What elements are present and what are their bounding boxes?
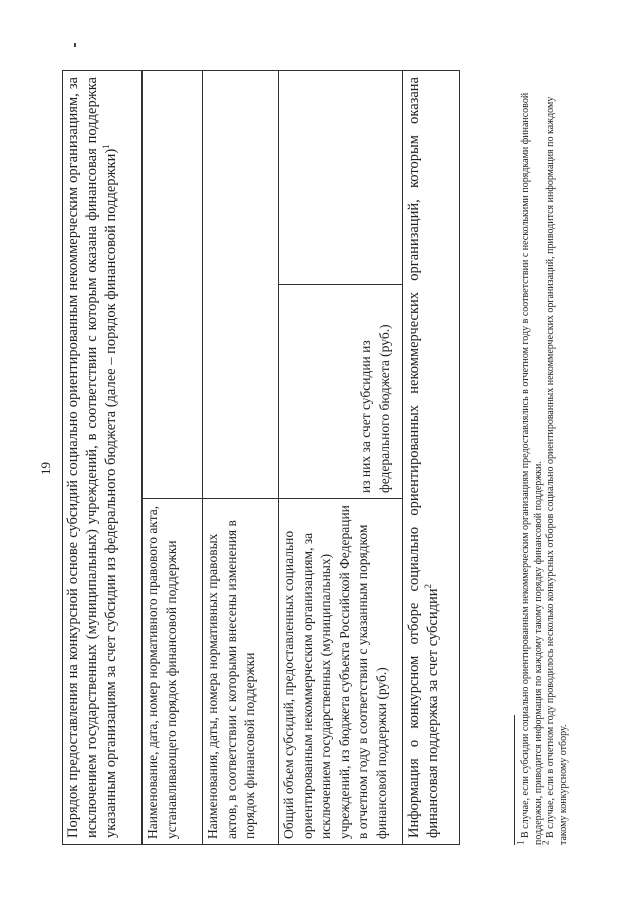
scan-speck <box>74 43 76 47</box>
row-label-act: Наименование, дата, номер нормативного правового акта, устанавливающего порядок финансовой поддержки <box>143 499 203 845</box>
row-value-amendments <box>203 71 279 499</box>
procedure-header-text: Порядок предоставления на конкурсной основе субсидий социально ориентированным некоммерческим организациям, за исключением государственных (муниципальных) учреждений, в соответствии с которым оказана финансовая поддержка указанным организациям за счет субсидии из федерального бюджета (далее – порядок финансовой поддержки) <box>65 77 119 838</box>
footnote-1 <box>515 65 545 845</box>
row-label-total-volume: Общий объем субсидий, предоставленных социально ориентированным некоммерческим организациям, за исключением государственных (муниципальных) учреждений, из бюджета субъекта Российской Федерации в отчетном году в соответствии с указанным порядком финансовой поддержки (руб.) <box>279 499 403 845</box>
footnote-text-2: В случае, если в отчетном году проводилось несколько конкурсных отборов социально ориентированных некоммерческих организаций, приводится информация по каждому такому конкурсному отбору. <box>545 96 569 845</box>
table-row <box>203 71 279 845</box>
row-value-total-volume <box>279 71 403 285</box>
table-row <box>143 71 203 845</box>
table-row <box>279 71 403 845</box>
row-sublabel-federal: из них за счет субсидии из федерального бюджета (руб.) <box>279 285 403 499</box>
competition-info-text: Информация о конкурсном отборе социально ориентированных некоммерческих организаций, которым оказана финансовая поддержка за счет субсидии <box>406 77 441 838</box>
footnote-mark-1: 1 <box>515 840 526 845</box>
procedure-header-cell <box>62 70 142 845</box>
subsidy-table <box>142 70 403 845</box>
footnotes <box>515 65 570 845</box>
footnote-ref-1: 1 <box>101 144 112 149</box>
footnote-2 <box>540 65 570 845</box>
page-number: 19 <box>38 462 53 475</box>
competition-info-cell <box>402 70 460 845</box>
footnote-ref-2: 2 <box>423 583 434 589</box>
footnote-mark-2: 2 <box>540 840 551 845</box>
row-value-act <box>143 71 203 499</box>
row-label-amendments: Наименования, даты, номера нормативных правовых актов, в соответствии с которыми внесены изменения в порядок финансовой поддержки <box>203 499 279 845</box>
footnote-divider <box>514 715 515 845</box>
footnote-text-1: В случае, если субсидии социально ориентированным некоммерческим организациям предоставлялись в отчетном году в соответствии с несколькими порядками финансовой поддержки, приводится информация по каждому такому порядку финансовой поддержки. <box>520 92 544 845</box>
